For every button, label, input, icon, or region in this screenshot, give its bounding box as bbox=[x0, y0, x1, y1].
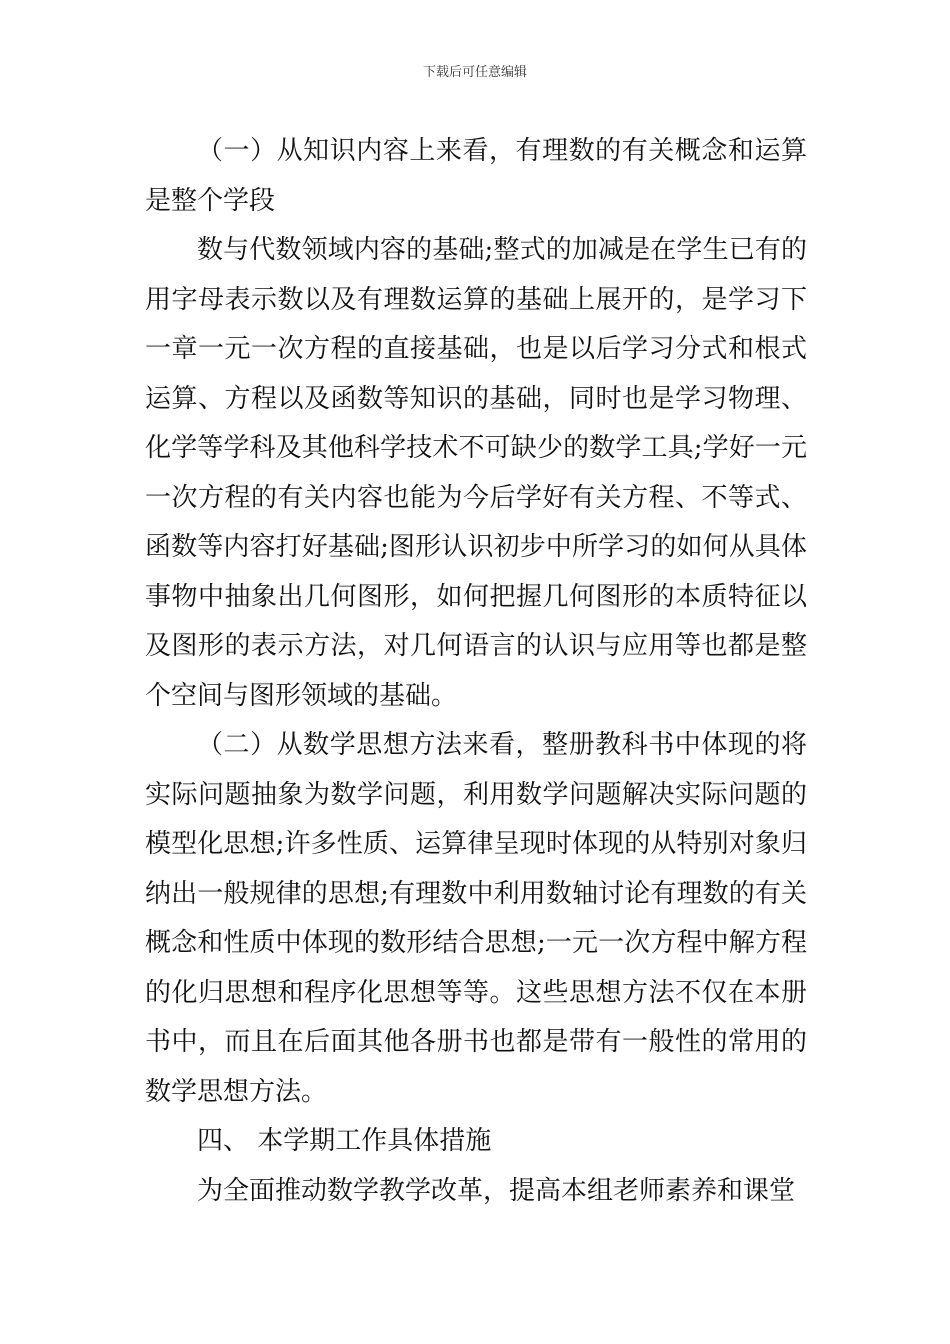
section-heading-measures: 四、 本学期工作具体措施 bbox=[197, 1126, 492, 1156]
paragraph-knowledge-content: （一）从知识内容上来看，有理数的有关概念和运算是整个学段 bbox=[145, 136, 807, 216]
paragraph-teaching-reform: 为全面推动数学教学改革，提高本组老师素养和课堂 bbox=[197, 1175, 796, 1206]
page-header-note: 下载后可任意编辑 bbox=[422, 65, 527, 80]
paragraph-number-algebra-basis: 数与代数领域内容的基础;整式的加减是在学生已有的用字母表示数以及有理数运算的基础上展开的，是学习下一章一元一次方程的直接基础，也是以后学习分式和根式运算、方程以及函数等知识的基础，同时也是学习物理、化学等学科及其他科学技术不可缺少的数学工具;学好一元一次方程的有关内容也能为今后学好有关方程、不等式、函数等内容打好基础;图形认识初步中所学习的如何从具体事物中抽象出几何图形，如何把握几何图形的本质特征以及图形的表示方法，对几何语言的认识与应用等也都是整个空间与图形领域的基础。 bbox=[145, 235, 807, 711]
paragraph-math-thinking-methods: （二）从数学思想方法来看，整册教科书中体现的将实际问题抽象为数学问题，利用数学问题解决实际问题的模型化思想;许多性质、运算律呈现时体现的从特别对象归纳出一般规律的思想;有理数中利用数轴讨论有理数的有关概念和性质中体现的数形结合思想;一元一次方程中解方程的化归思想和程序化思想等等。这些思想方法不仅在本册书中，而且在后面其他各册书也都是带有一般性的常用的数学思想方法。 bbox=[145, 730, 807, 1107]
document-body bbox=[145, 127, 807, 1216]
